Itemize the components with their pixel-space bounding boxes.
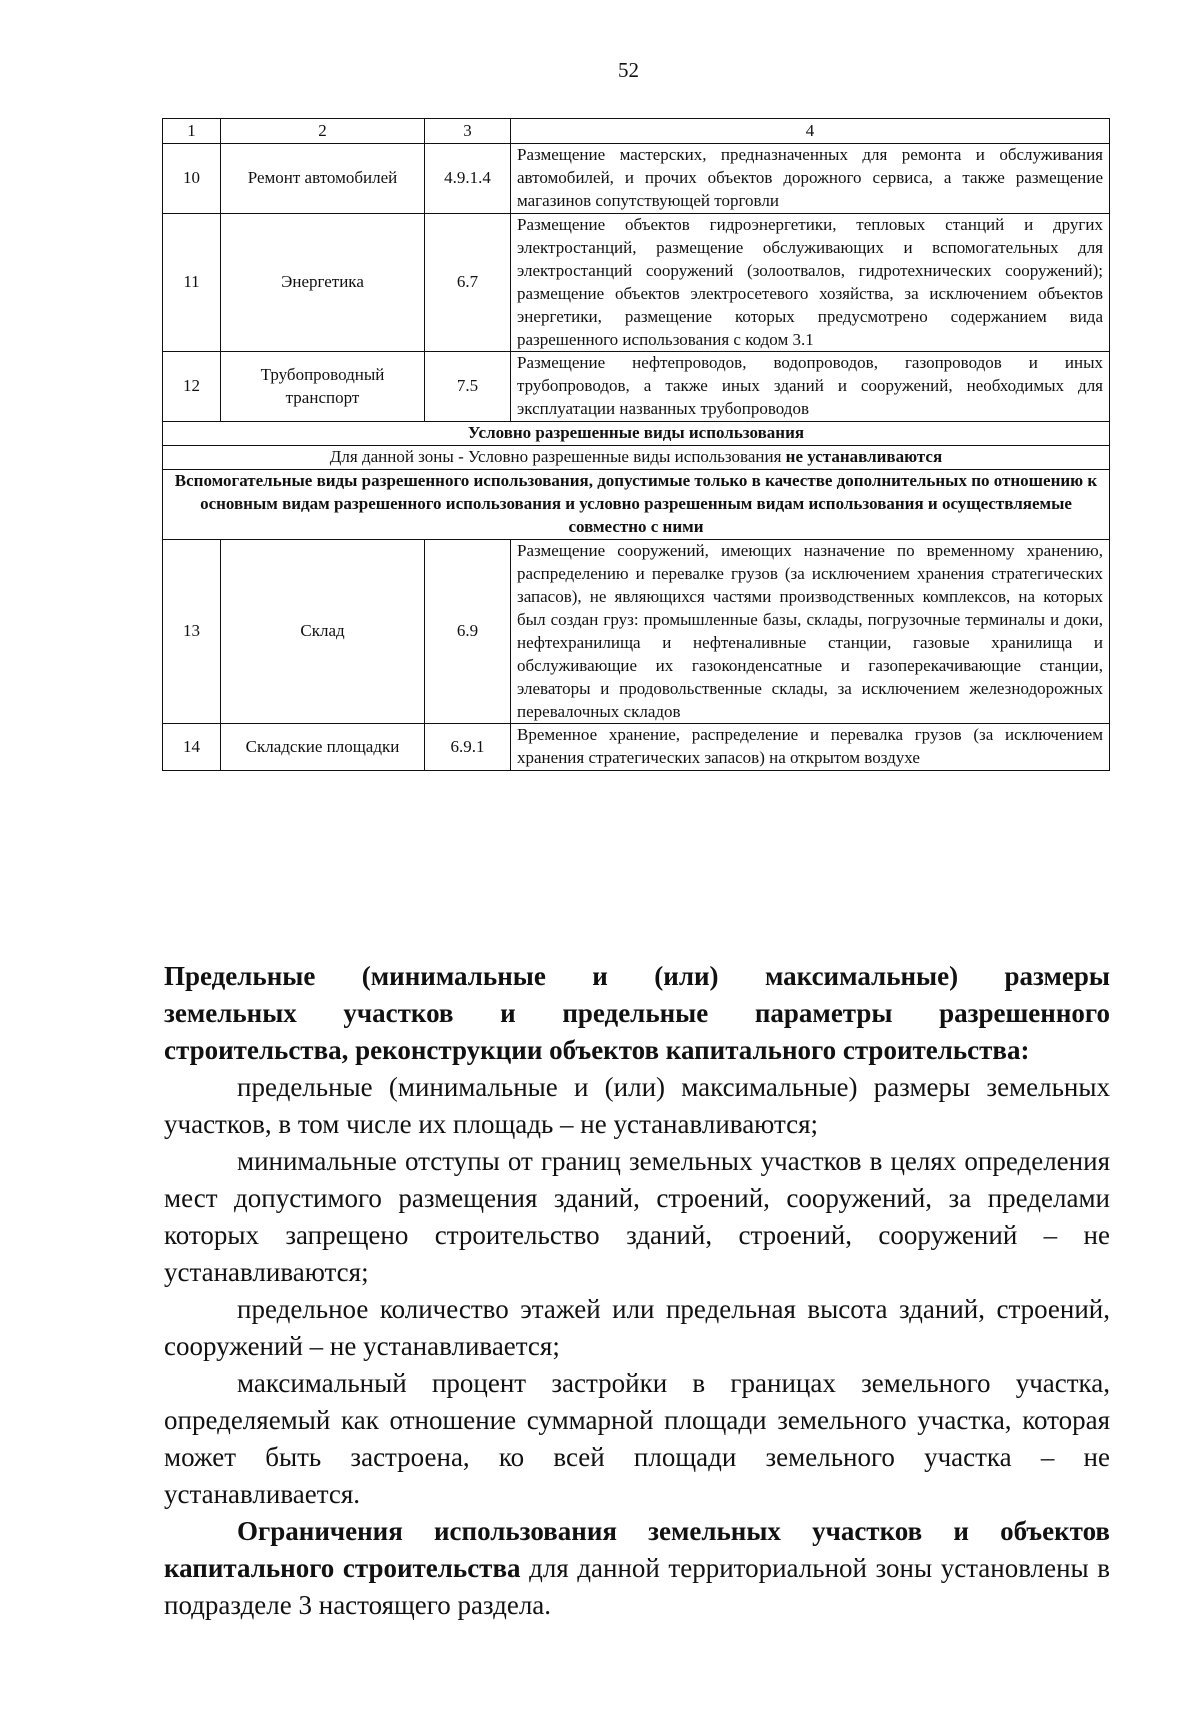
table-header-cell: 3	[425, 119, 511, 144]
table-row	[163, 539, 1110, 724]
table-header-cell: 1	[163, 119, 221, 144]
table-header-row	[163, 119, 1110, 144]
limits-heading-line: Предельные (минимальные и (или) максимальные) размеры	[164, 961, 1110, 991]
limits-heading-line: земельных участков и предельные параметры разрешенного	[164, 998, 1110, 1028]
section-row	[163, 422, 1110, 446]
use-type-description: Размещение нефтепроводов, водопроводов, газопроводов и иных трубопроводов, а также иных зданий и сооружений, необходимых для эксплуатации названных трубопроводов	[511, 352, 1110, 422]
conditional-note-emphasis: не устанавливаются	[785, 447, 943, 467]
use-type-description: Размещение сооружений, имеющих назначение по временному хранению, распределению и перевалке грузов (за исключением хранения стратегических запасов), не являющихся частями производственных комплексов, на которых был создан груз: промышленные базы, склады, погрузочные терминалы и доки, нефтехранилища и нефтеналивные станции, газовые хранилища и обслуживающие их газоконденсатные и газоперекачивающие станции, элеваторы и продовольственные склады, за исключением железнодорожных перевалочных складов	[511, 539, 1110, 724]
use-type-code: 6.7	[425, 213, 511, 352]
use-type-name: Склад	[221, 539, 425, 724]
limits-heading-line: строительства, реконструкции объектов капитального строительства:	[164, 1035, 1030, 1065]
limits-paragraph: минимальные отступы от границ земельных участков в целях определения мест допустимого размещения зданий, строений, сооружений, за пределами которых запрещено строительство зданий, строений, сооружений – не устанавливаются;	[164, 1146, 1110, 1287]
conditional-uses-title: Условно разрешенные виды использования	[163, 422, 1110, 446]
use-type-name: Трубопроводный транспорт	[221, 352, 425, 422]
row-number: 10	[163, 144, 221, 214]
table-row	[163, 144, 1110, 214]
auxiliary-uses-title: Вспомогательные виды разрешенного использования, допустимые только в качестве дополнительных по отношению к основным видам разрешенного использования и условно разрешенным видам использования и осуществляемые совместно с ними	[163, 470, 1110, 540]
section-row	[163, 446, 1110, 470]
conditional-note-text: Для данной зоны - Условно разрешенные виды использования	[329, 447, 786, 467]
row-number: 12	[163, 352, 221, 422]
table-row	[163, 213, 1110, 352]
limits-paragraph: максимальный процент застройки в границах земельного участка, определяемый как отношение суммарной площади земельного участка, которая может быть застроена, ко всей площади земельного участка – не устанавливается.	[164, 1368, 1110, 1509]
table-header-cell: 2	[221, 119, 425, 144]
limits-paragraph: предельные (минимальные и (или) максимальные) размеры земельных участков, в том числе их площадь – не устанавливаются;	[164, 1072, 1110, 1139]
use-type-code: 6.9	[425, 539, 511, 724]
use-type-code: 7.5	[425, 352, 511, 422]
page-number: 52	[618, 58, 639, 82]
limits-section	[164, 958, 1110, 1624]
conditional-uses-note	[163, 446, 1110, 470]
use-type-description: Временное хранение, распределение и перевалка грузов (за исключением хранения стратегических запасов) на открытом воздухе	[511, 724, 1110, 771]
use-type-name: Энергетика	[221, 213, 425, 352]
section-row	[163, 470, 1110, 540]
restrictions-bold-text: Ограничения использования земельных участков и объектов капитального строительства	[164, 1516, 1110, 1583]
table-header-cell: 4	[511, 119, 1110, 144]
use-type-code: 6.9.1	[425, 724, 511, 771]
land-use-table	[162, 118, 1110, 771]
use-type-code: 4.9.1.4	[425, 144, 511, 214]
table-row	[163, 352, 1110, 422]
use-type-name: Складские площадки	[221, 724, 425, 771]
use-type-name: Ремонт автомобилей	[221, 144, 425, 214]
limits-paragraph: предельное количество этажей или предельная высота зданий, строений, сооружений – не устанавливается;	[164, 1294, 1110, 1361]
restrictions-paragraph	[164, 1513, 1110, 1624]
row-number: 11	[163, 213, 221, 352]
row-number: 13	[163, 539, 221, 724]
use-type-description: Размещение мастерских, предназначенных для ремонта и обслуживания автомобилей, и прочих объектов дорожного сервиса, а также размещение магазинов сопутствующей торговли	[511, 144, 1110, 214]
table-row	[163, 724, 1110, 771]
row-number: 14	[163, 724, 221, 771]
use-type-description: Размещение объектов гидроэнергетики, тепловых станций и других электростанций, размещение обслуживающих и вспомогательных для электростанций сооружений (золоотвалов, гидротехнических сооружений); размещение объектов электросетевого хозяйства, за исключением объектов энергетики, размещение которых предусмотрено содержанием вида разрешенного использования с кодом 3.1	[511, 213, 1110, 352]
restrictions-text: для данной территориальной зоны установлены в подразделе 3 настоящего раздела.	[164, 1553, 1110, 1620]
